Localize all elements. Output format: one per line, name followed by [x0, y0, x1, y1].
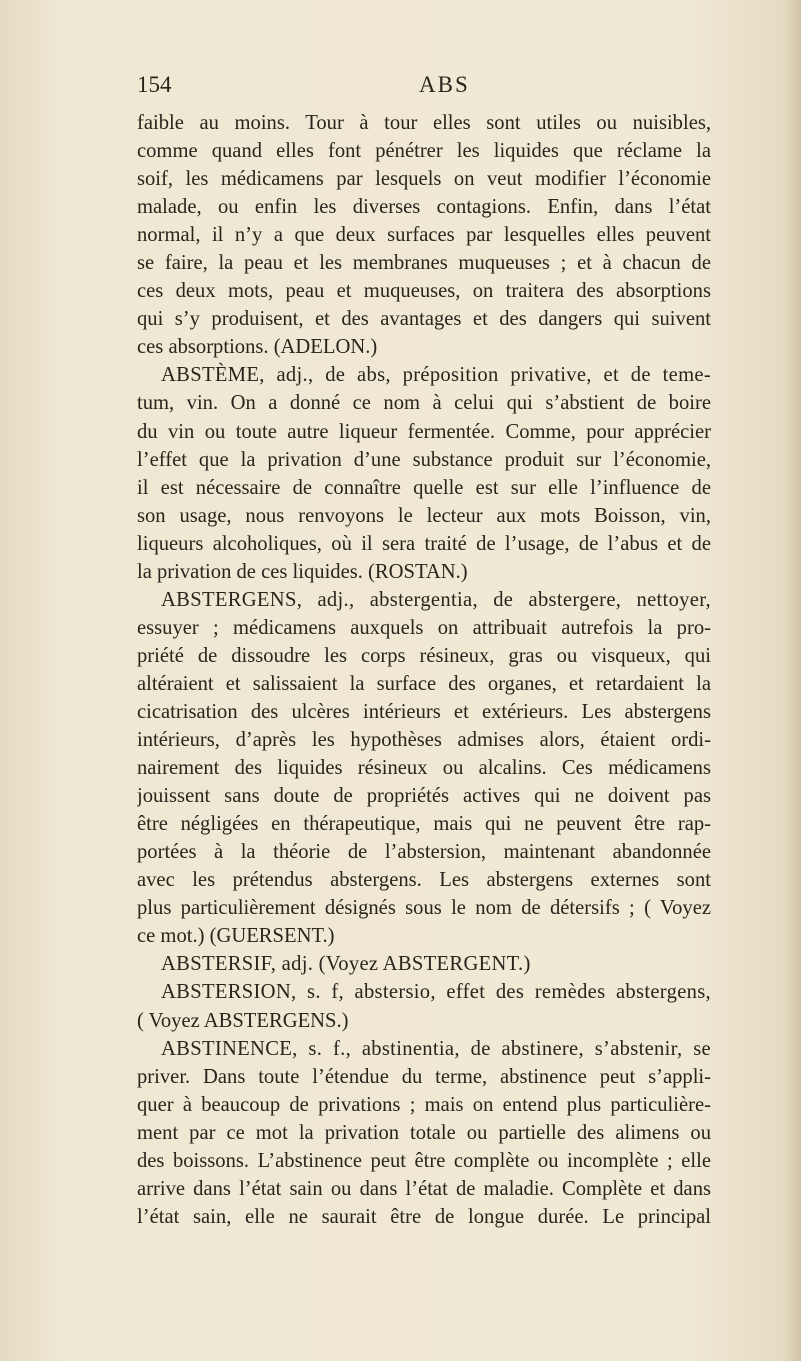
text-line: être négligées en thérapeutique, mais qui ne peuvent être rap-	[137, 813, 711, 836]
text-line: ( Voyez ABSTERGENS.)	[137, 1009, 349, 1032]
text-line: liqueurs alcoholiques, où il sera traité de l’usage, de l’abus et de	[137, 532, 711, 555]
text-line-signature: ces absorptions. (ADELON.)	[137, 336, 378, 359]
running-head: ABS	[419, 72, 470, 97]
text-line: tum, vin. On a donné ce nom à celui qui s’abstient de boire	[137, 392, 711, 415]
text-line: normal, il n’y a que deux surfaces par lesquelles elles peuvent	[137, 224, 711, 247]
text-line: malade, ou enfin les diverses contagions. Enfin, dans l’état	[137, 196, 711, 219]
entry-abstergens: ABSTERGENS, adj., abstergentia, de abstergere, nettoyer,	[161, 588, 711, 611]
text-line: l’état sain, elle ne saurait être de longue durée. Le principal	[137, 1205, 711, 1228]
text-line: l’effet que la privation d’une substance produit sur l’économie,	[137, 448, 711, 471]
text-line: soif, les médicamens par lesquels on veut modifier l’économie	[137, 168, 711, 191]
dictionary-text	[137, 109, 711, 1231]
text-line: quer à beaucoup de privations ; mais on entend plus particulière-	[137, 1093, 711, 1116]
text-line: plus particulièrement désignés sous le nom de détersifs ; ( Voyez	[137, 897, 711, 920]
text-line: des boissons. L’abstinence peut être complète ou incomplète ; elle	[137, 1149, 711, 1172]
text-line: faible au moins. Tour à tour elles sont utiles ou nuisibles,	[137, 112, 711, 134]
text-line: jouissent sans doute de propriétés actives qui ne doivent pas	[137, 785, 711, 808]
page-number: 154	[137, 72, 172, 97]
entry-abstinence: ABSTINENCE, s. f., abstinentia, de abstinere, s’abstenir, se	[161, 1037, 711, 1060]
entry-abstersion: ABSTERSION, s. f, abstersio, effet des remèdes abstergens,	[161, 981, 711, 1004]
text-line-signature: ce mot.) (GUERSENT.)	[137, 925, 335, 948]
text-line: altéraient et salissaient la surface des organes, et retardaient la	[137, 672, 711, 695]
text-line: qui s’y produisent, et des avantages et des dangers qui suivent	[137, 308, 711, 331]
page-header	[137, 72, 697, 108]
text-line: arrive dans l’état sain ou dans l’état de maladie. Complète et dans	[137, 1177, 711, 1200]
entry-abstème: ABSTÈME, adj., de abs, préposition privative, et de teme-	[161, 364, 711, 387]
text-line: priété de dissoudre les corps résineux, gras ou visqueux, qui	[137, 644, 711, 667]
text-line: son usage, nous renvoyons le lecteur aux mots Boisson, vin,	[137, 504, 711, 527]
text-line: priver. Dans toute l’étendue du terme, abstinence peut s’appli-	[137, 1065, 711, 1088]
text-line: avec les prétendus abstergens. Les abstergens externes sont	[137, 869, 711, 892]
text-line: comme quand elles font pénétrer les liquides que réclame la	[137, 140, 711, 163]
text-line: ment par ce mot la privation totale ou partielle des alimens ou	[137, 1121, 711, 1144]
text-line: intérieurs, d’après les hypothèses admises alors, étaient ordi-	[137, 729, 711, 752]
text-line: ces deux mots, peau et muqueuses, on traitera des absorptions	[137, 280, 711, 303]
text-line-signature: la privation de ces liquides. (ROSTAN.)	[137, 560, 468, 583]
text-line: du vin ou toute autre liqueur fermentée. Comme, pour apprécier	[137, 420, 711, 443]
entry-abstersif: ABSTERSIF, adj. (Voyez ABSTERGENT.)	[161, 953, 531, 976]
page-edge-shadow	[783, 0, 801, 1361]
text-line: essuyer ; médicamens auxquels on attribuait autrefois la pro-	[137, 616, 711, 639]
text-line: nairement des liquides résineux ou alcalins. Ces médicamens	[137, 757, 711, 780]
text-line: portées à la théorie de l’abstersion, maintenant abandonnée	[137, 841, 711, 864]
text-line: cicatrisation des ulcères intérieurs et extérieurs. Les abstergens	[137, 700, 711, 723]
text-line: il est nécessaire de connaître quelle est sur elle l’influence de	[137, 476, 711, 499]
text-line: se faire, la peau et les membranes muqueuses ; et à chacun de	[137, 252, 711, 275]
